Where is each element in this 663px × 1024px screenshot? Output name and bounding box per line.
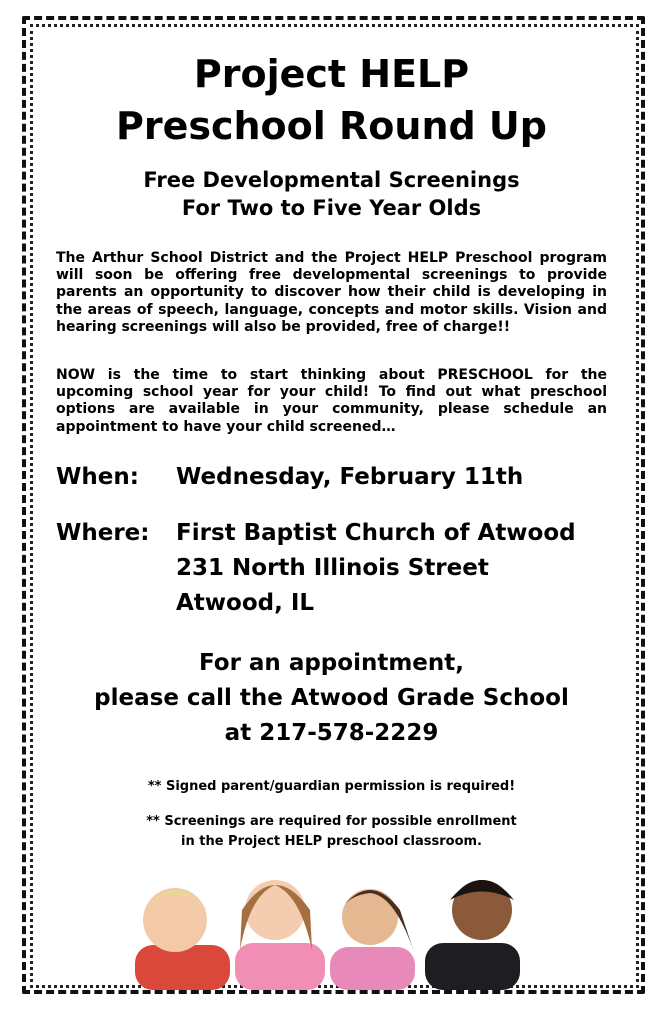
child-2	[235, 880, 325, 990]
where-line: 231 North Illinois Street	[176, 555, 489, 581]
children-photo	[130, 855, 530, 995]
enrollment-note: ** Screenings are required for possible enrollment	[146, 814, 517, 829]
enrollment-note-cont: in the Project HELP preschool classroom.	[181, 834, 482, 849]
intro-paragraph: The Arthur School District and the Project HELP Preschool program will soon be offering free developmental screenings to provide parents an opportunity to discover how their child is developing in the areas of speech, language, concepts and motor skills. Vision and hearing screenings will also be provided, free of charge!!	[56, 250, 607, 335]
subtitle-line: Free Developmental Screenings	[143, 168, 520, 192]
title-line: Project HELP	[193, 52, 470, 96]
child-1	[135, 888, 230, 990]
preschool-paragraph: NOW is the time to start thinking about PRESCHOOL for the upcoming school year for your child! To find out what preschool options are available in your community, please schedule an appointment to have your child screened…	[56, 367, 607, 435]
phone-number: at 217-578-2229	[224, 720, 439, 746]
title-line: Preschool Round Up	[116, 104, 547, 148]
when-row	[56, 460, 524, 495]
where-row	[56, 516, 576, 616]
subtitle-line: For Two to Five Year Olds	[181, 196, 482, 220]
flyer-subtitle	[0, 166, 663, 222]
child-3	[330, 889, 415, 990]
appointment-line: please call the Atwood Grade School	[94, 685, 569, 711]
flyer-title	[0, 48, 663, 152]
when-value: Wednesday, February 11th	[176, 464, 524, 490]
appointment-info	[0, 646, 663, 751]
appointment-line: For an appointment,	[198, 650, 464, 676]
child-4	[425, 880, 520, 990]
permission-note: ** Signed parent/guardian permission is required!	[147, 779, 516, 794]
where-label: Where:	[56, 520, 150, 546]
when-label: When:	[56, 464, 139, 490]
where-line: First Baptist Church of Atwood	[176, 520, 576, 546]
where-line: Atwood, IL	[176, 590, 315, 616]
